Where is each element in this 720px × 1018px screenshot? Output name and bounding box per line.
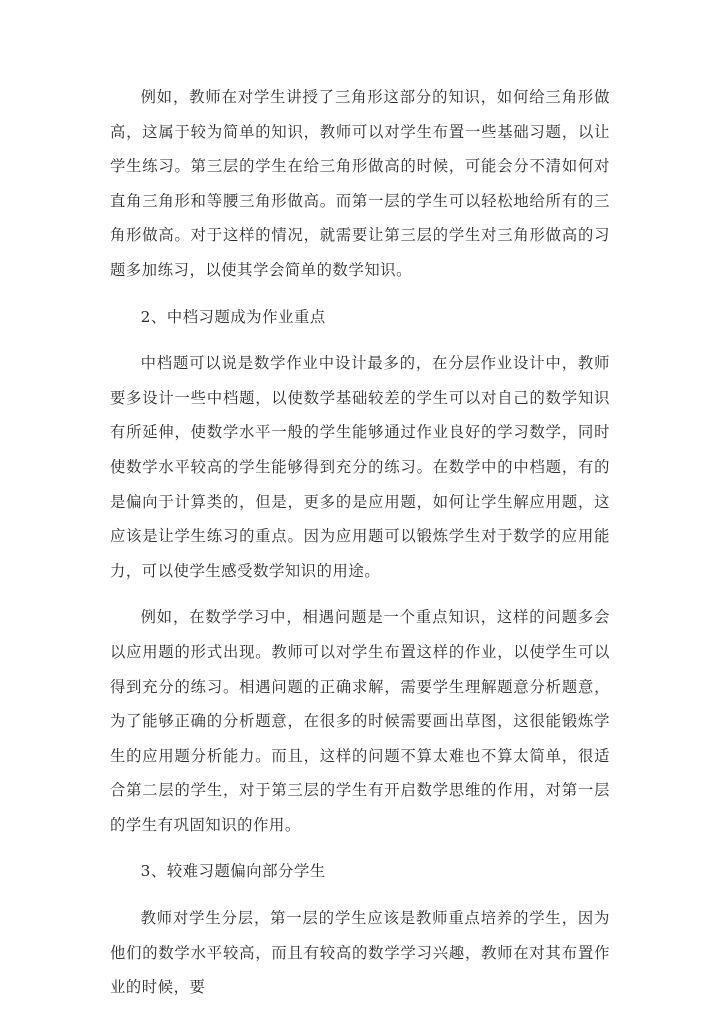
paragraph-hard-exercises: 教师对学生分层，第一层的学生应该是教师重点培养的学生，因为他们的数学水平较高，而且有较高的数学学习兴趣，教师在对其布置作业的时候，要 [110,909,610,997]
paragraph-triangle-height-example: 例如，教师在对学生讲授了三角形这部分的知识，如何给三角形做高，这属于较为简单的知识，教师可以对学生布置一些基础习题，以让学生练习。第三层的学生在给三角形做高的时候，可能会分不清如何对直角三角形和等腰三角形做高。而第一层的学生可以轻松地给所有的三角形做高。对于这样的情况，就需要让第三层的学生对三角形做高的习题多加练习，以使其学会简单的数学知识。 [110,88,610,279]
paragraph-medium-exercises: 中档题可以说是数学作业中设计最多的，在分层作业设计中，教师要多设计一些中档题，以使数学基础较差的学生可以对自己的数学知识有所延伸，使数学水平一般的学生能够通过作业良好的学习数学，同时使数学水平较高的学生能够得到充分的练习。在数学中的中档题，有的是偏向于计算类的，但是，更多的是应用题，如何让学生解应用题，这应该是让学生练习的重点。因为应用题可以锻炼学生对于数学的应用能力，可以使学生感受数学知识的用途。 [110,354,610,580]
paragraph-meeting-problem-example: 例如，在数学学习中，相遇问题是一个重点知识，这样的问题多会以应用题的形式出现。教师可以对学生布置这样的作业，以使学生可以得到充分的练习。相遇问题的正确求解，需要学生理解题意分析题意，为了能够正确的分析题意，在很多的时候需要画出草图，这很能锻炼学生的应用题分析能力。而且，这样的问题不算太难也不算太简单，很适合第二层的学生，对于第三层的学生有开启数学思维的作用，对第一层的学生有巩固知识的作用。 [110,608,610,834]
section-heading-medium-exercises: 2、中档习题成为作业重点 [140,307,326,326]
document-body [110,80,610,1005]
section-heading-hard-exercises: 3、较难习题偏向部分学生 [140,862,326,881]
